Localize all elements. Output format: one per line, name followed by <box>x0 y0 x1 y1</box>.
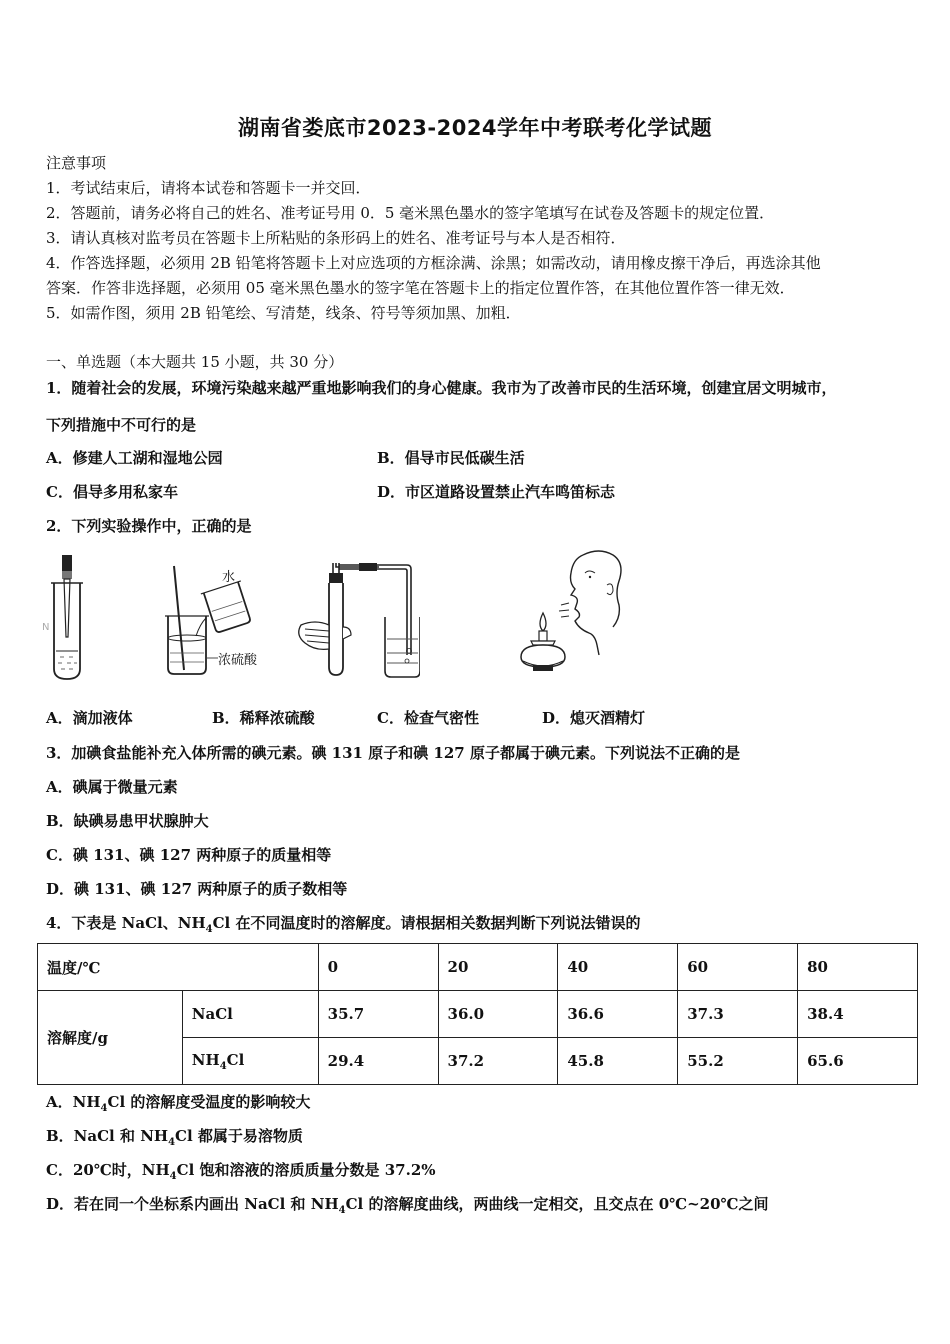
nh4cl-label: $NH_4Cl$ <box>182 1038 318 1085</box>
q1-stem-line2: 下列措施中不可行的是 <box>46 416 197 434</box>
nacl-cell: 36.0 <box>438 991 558 1038</box>
temp-label: 温度/℃ <box>38 944 319 991</box>
q3-option-b: B．缺碘易患甲状腺肿大 <box>46 812 209 830</box>
notice-item: 4．作答选择题，必须用 2B 铅笔将答题卡上对应选项的方框涂满、涂黑；如需改动，请用橡皮擦干净后，再选涂其他 <box>46 254 821 272</box>
notice-item: 5．如需作图，须用 2B 铅笔绘、写清楚，线条、符号等须加黑、加粗． <box>46 304 521 322</box>
q1-option-a: A．修建人工湖和湿地公园 <box>46 449 223 467</box>
solubility-label: 溶解度/g <box>38 991 183 1085</box>
q2-option-b: B．稀释浓硫酸 <box>212 709 315 727</box>
q3-option-c: C．碘 131、碘 127 两种原子的质量相等 <box>46 846 332 864</box>
table-row <box>38 944 918 991</box>
section-heading: 一、单选题（本大题共 15 小题，共 30 分） <box>46 353 344 371</box>
q3-stem: 3．加碘食盐能补充入体所需的碘元素。碘 131 原子和碘 127 原子都属于碘元素。下列说法不正确的是 <box>46 744 740 762</box>
q4-option-c: C．20℃时，$NH_4Cl$ 饱和溶液的溶质质量分数是 37.2% <box>46 1161 436 1182</box>
temp-cell: 40 <box>558 944 678 991</box>
label-water: 水 <box>222 570 236 585</box>
q3-option-d: D．碘 131、碘 127 两种原子的质子数相等 <box>46 880 348 898</box>
nacl-cell: 38.4 <box>798 991 918 1038</box>
svg-text:N: N <box>42 622 50 633</box>
q3-option-a: A．碘属于微量元素 <box>46 778 178 796</box>
temp-cell: 80 <box>798 944 918 991</box>
nh4cl-cell: 65.6 <box>798 1038 918 1085</box>
notice-item: 3．请认真核对监考员在答题卡上所粘贴的条形码上的姓名、准考证号与本人是否相符． <box>46 229 626 247</box>
q4-stem: 4．下表是 NaCl、$NH_4Cl$ 在不同温度时的溶解度。请根据相关数据判断下列说法错误的 <box>46 914 641 935</box>
label-sulfuric-acid: 浓硫酸 <box>218 653 258 668</box>
q1-option-c: C．倡导多用私家车 <box>46 483 178 501</box>
notice-heading: 注意事项 <box>46 154 107 172</box>
notice-item: 答案．作答非选择题，必须用 05 毫米黑色墨水的签字笔在答题卡上的指定位置作答，在其他位置作答一律无效． <box>46 279 795 297</box>
q4-option-a: A．$NH_4Cl$ 的溶解度受温度的影响较大 <box>46 1093 311 1114</box>
q4-option-d: D．若在同一个坐标系内画出 NaCl 和 $NH_4Cl$ 的溶解度曲线，两曲线一定相交，且交点在 0℃~20℃之间 <box>46 1195 769 1216</box>
alcohol-lamp-figure <box>515 545 625 680</box>
nh4cl-cell: 37.2 <box>438 1038 558 1085</box>
nacl-cell: 35.7 <box>318 991 438 1038</box>
temp-cell: 60 <box>678 944 798 991</box>
temp-cell: 20 <box>438 944 558 991</box>
solubility-table <box>37 943 918 1085</box>
q2-option-a: A．滴加液体 <box>46 709 133 727</box>
temp-cell: 0 <box>318 944 438 991</box>
q2-option-d: D．熄灭酒精灯 <box>542 709 646 727</box>
nh4cl-cell: 45.8 <box>558 1038 678 1085</box>
q1-option-b: B．倡导市民低碳生活 <box>377 449 525 467</box>
q1-option-d: D．市区道路设置禁止汽车鸣笛标志 <box>377 483 616 501</box>
dropper-figure <box>40 555 100 680</box>
nh4cl-cell: 55.2 <box>678 1038 798 1085</box>
nh4cl-cell: 29.4 <box>318 1038 438 1085</box>
notice-item: 2．答题前，请务必将自己的姓名、准考证号用 0．5 毫米黑色墨水的签字笔填写在试卷及答题卡的规定位置． <box>46 204 775 222</box>
notice-item: 1．考试结束后，请将本试卷和答题卡一并交回． <box>46 179 371 197</box>
page-title: 湖南省娄底市2023-2024学年中考联考化学试题 <box>237 116 713 140</box>
airtightness-figure <box>295 555 420 680</box>
q2-option-c: C．检查气密性 <box>377 709 479 727</box>
nacl-cell: 36.6 <box>558 991 678 1038</box>
table-row <box>38 991 918 1038</box>
nacl-cell: 37.3 <box>678 991 798 1038</box>
nacl-label: NaCl <box>182 991 318 1038</box>
q4-option-b: B．NaCl 和 $NH_4Cl$ 都属于易溶物质 <box>46 1127 303 1148</box>
q2-stem: 2．下列实验操作中，正确的是 <box>46 517 252 535</box>
q1-stem-line1: 1．随着社会的发展，环境污染越来越严重地影响我们的身心健康。我市为了改善市民的生活环境，创建宜居文明城市， <box>46 379 837 397</box>
